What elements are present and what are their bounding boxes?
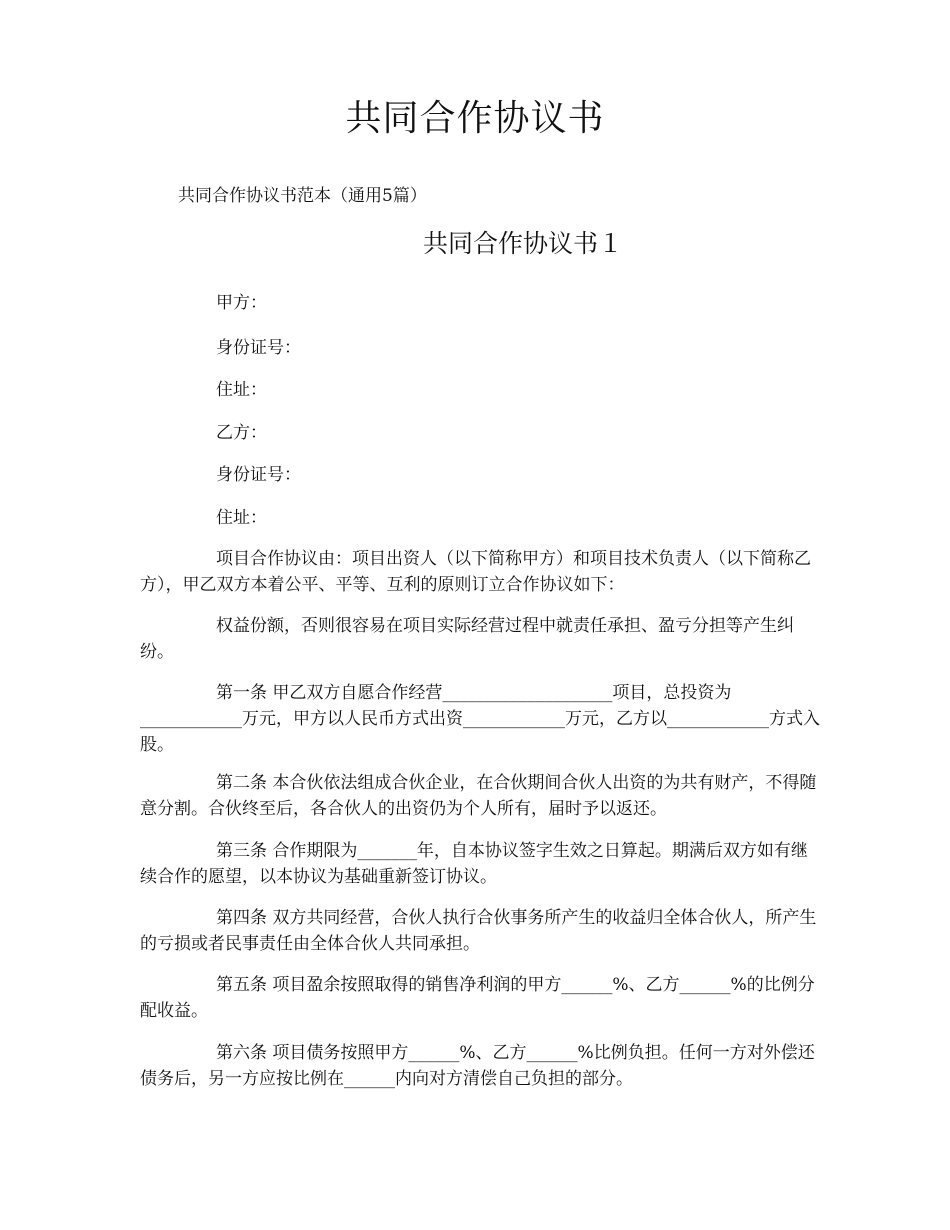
paragraph-article-5: 第五条 项目盈余按照取得的销售净利润的甲方______%、乙方______%的比例分配收益。 xyxy=(140,975,815,1021)
paragraph-intro: 项目合作协议由：项目出资人（以下简称甲方）和项目技术负责人（以下简称乙方），甲乙双方本着公平、平等、互利的原则订立合作协议如下： xyxy=(140,549,811,595)
paragraph-article-6: 第六条 项目债务按照甲方______%、乙方______%比例负担。任何一方对外偿还债务后，另一方应按比例在______内向对方清偿自己负担的部分。 xyxy=(140,1043,815,1089)
party-a-label: 甲方： xyxy=(216,293,267,313)
paragraph-article-2: 第二条 本合伙依法组成合伙企业，在合伙期间合伙人出资的为共有财产，不得随意分割。合伙终至后，各合伙人的出资仍为个人所有，届时予以返还。 xyxy=(140,773,817,819)
party-b-id-label: 身份证号： xyxy=(216,465,301,485)
party-a-id-label: 身份证号： xyxy=(216,338,301,358)
paragraph-article-1: 第一条 甲乙双方自愿合作经营____________________项目，总投资为____________万元，甲方以人民币方式出资____________万元，乙方以____________方式入股。 xyxy=(140,683,820,755)
party-b-label: 乙方： xyxy=(216,423,267,443)
document-title: 共同合作协议书 xyxy=(345,98,605,139)
paragraph-article-4: 第四条 双方共同经营，合伙人执行合伙事务所产生的收益归全体合伙人，所产生的亏损或者民事责任由全体合伙人共同承担。 xyxy=(140,908,817,954)
section-title: 共同合作协议书１ xyxy=(422,229,623,258)
party-a-address-label: 住址： xyxy=(216,380,267,400)
paragraph-equity: 权益份额，否则很容易在项目实际经营过程中就责任承担、盈亏分担等产生纠纷。 xyxy=(140,616,794,662)
party-b-address-label: 住址： xyxy=(216,508,267,528)
document-subtitle: 共同合作协议书范本（通用5篇） xyxy=(178,186,427,206)
paragraph-article-3: 第三条 合作期限为_______年，自本协议签字生效之日算起。期满后双方如有继续合作的愿望，以本协议为基础重新签订协议。 xyxy=(140,841,808,887)
